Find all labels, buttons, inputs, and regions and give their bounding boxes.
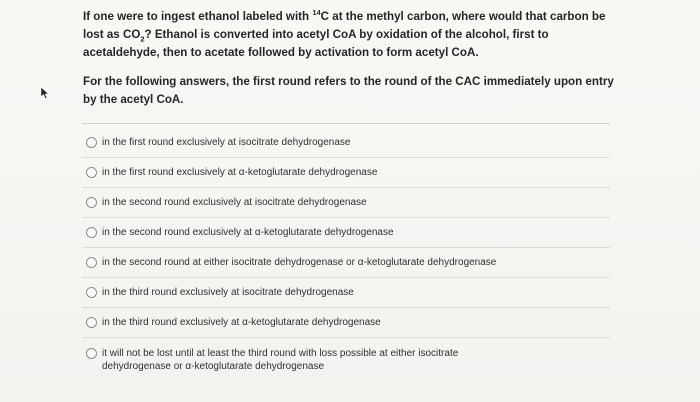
question-line-3: acetaldehyde, then to acetate followed by activation to form acetyl CoA. <box>83 46 479 59</box>
radio-button-icon[interactable] <box>86 137 97 148</box>
radio-button-icon[interactable] <box>86 257 97 268</box>
answer-option-4[interactable] <box>82 218 610 248</box>
mouse-pointer-icon <box>40 86 50 100</box>
answer-option-label: it will not be lost until at least the third round with loss possible at either isocitrate dehydrogenase or α-ketoglutarate dehydrogenase <box>102 348 459 372</box>
radio-button-icon[interactable] <box>86 227 97 238</box>
question-text <box>83 8 614 120</box>
answer-option-label: in the third round exclusively at α-ketoglutarate dehydrogenase <box>102 317 381 328</box>
options-divider <box>82 123 610 124</box>
question-line-4: For the following answers, the first round refers to the round of the CAC immediately upon entry <box>83 75 614 88</box>
isotope-superscript: 14 <box>312 8 321 18</box>
question-line-2 <box>83 26 603 44</box>
radio-button-icon[interactable] <box>86 348 97 359</box>
answer-option-label: in the second round exclusively at α-ketoglutarate dehydrogenase <box>102 227 394 238</box>
question-line-1-start: If one were to ingest ethanol labeled with <box>83 10 313 23</box>
question-line-5: by the acetyl CoA. <box>83 93 184 106</box>
answer-option-label: in the first round exclusively at isocitrate dehydrogenase <box>102 137 351 148</box>
radio-button-icon[interactable] <box>86 317 97 328</box>
answer-options <box>82 128 610 378</box>
answer-option-1[interactable] <box>82 128 610 158</box>
answer-option-label: in the second round at either isocitrate dehydrogenase or α-ketoglutarate dehydrogenase <box>102 257 497 268</box>
question-line-2-end: ? Ethanol is converted into acetyl CoA by oxidation of the alcohol, first to <box>144 28 549 41</box>
answer-option-6[interactable] <box>82 278 610 308</box>
radio-button-icon[interactable] <box>86 167 97 178</box>
answer-option-7[interactable] <box>82 308 610 338</box>
answer-option-2[interactable] <box>82 158 610 188</box>
co2-subscript: 2 <box>140 34 145 44</box>
question-line-2-start: lost as CO <box>83 28 141 41</box>
answer-option-label: in the first round exclusively at α-ketoglutarate dehydrogenase <box>102 167 378 178</box>
answer-option-label: in the third round exclusively at isocitrate dehydrogenase <box>102 287 354 298</box>
question-line-1-end: C at the methyl carbon, where would that carbon be <box>320 10 606 23</box>
answer-option-8[interactable] <box>82 338 610 378</box>
question-paragraph-2 <box>83 73 614 109</box>
question-line-1 <box>83 8 606 26</box>
answer-option-5[interactable] <box>82 248 610 278</box>
radio-button-icon[interactable] <box>86 197 97 208</box>
answer-option-label: in the second round exclusively at isocitrate dehydrogenase <box>102 197 367 208</box>
radio-button-icon[interactable] <box>86 287 97 298</box>
answer-option-3[interactable] <box>82 188 610 218</box>
question-paragraph-1 <box>83 8 606 62</box>
